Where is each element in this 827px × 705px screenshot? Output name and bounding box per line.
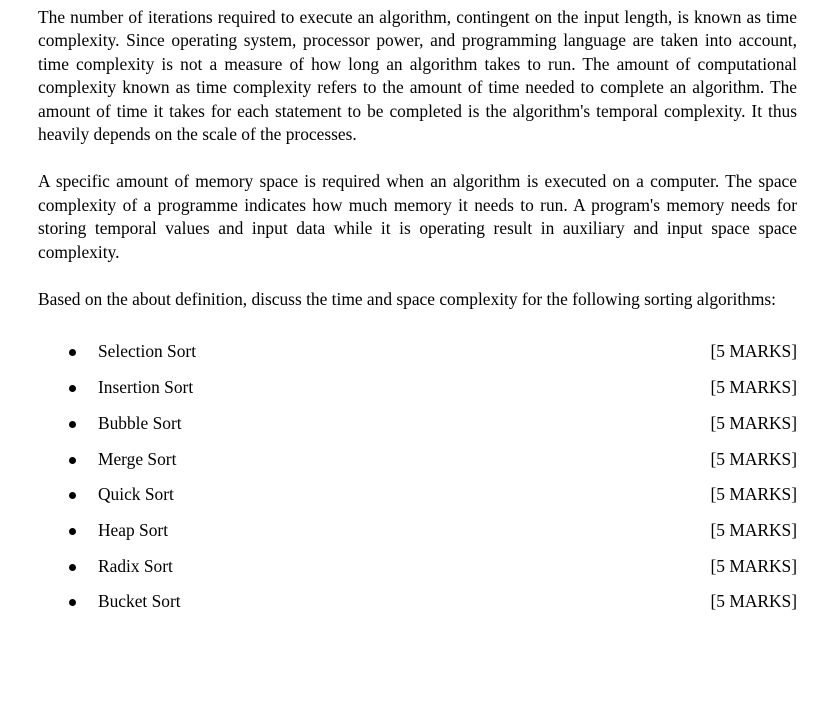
algorithm-name: Selection Sort	[98, 341, 197, 362]
question-prompt-paragraph: Based on the about definition, discuss the time and space complexity for the following sorting algorithms:	[38, 289, 776, 310]
list-item	[38, 334, 797, 370]
marks-label: [5 MARKS]	[710, 555, 797, 576]
algorithm-name: Bubble Sort	[98, 412, 182, 433]
list-item	[38, 513, 797, 549]
marks-label: [5 MARKS]	[710, 341, 797, 362]
marks-label: [5 MARKS]	[710, 591, 797, 612]
list-item	[38, 442, 797, 478]
algorithm-name: Heap Sort	[98, 519, 169, 540]
list-item	[38, 370, 797, 406]
marks-label: [5 MARKS]	[710, 448, 797, 469]
bullet-icon	[69, 599, 76, 606]
time-complexity-paragraph: The number of iterations required to execute an algorithm, contingent on the input length, is known as time complexity. Since operating system, processor power, and programming language are taken into account, time complexity is not a measure of how long an algorithm takes to run. The amount of computational complexity known as time complexity refers to the amount of time needed to complete an algorithm. The amount of time it takes for each statement to be completed is the algorithm's temporal complexity. It thus heavily depends on the scale of the processes.	[38, 7, 797, 145]
list-item	[38, 549, 797, 585]
marks-label: [5 MARKS]	[710, 484, 797, 505]
algorithm-name: Bucket Sort	[98, 591, 181, 612]
list-item	[38, 584, 797, 620]
algorithm-name: Quick Sort	[98, 484, 174, 505]
algorithm-name: Insertion Sort	[98, 377, 194, 398]
bullet-icon	[69, 349, 76, 356]
document-page	[38, 6, 797, 620]
algorithm-name: Merge Sort	[98, 448, 177, 469]
bullet-icon	[69, 457, 76, 464]
bullet-icon	[69, 492, 76, 499]
marks-label: [5 MARKS]	[710, 519, 797, 540]
marks-label: [5 MARKS]	[710, 377, 797, 398]
list-item	[38, 406, 797, 442]
marks-label: [5 MARKS]	[710, 412, 797, 433]
bullet-icon	[69, 421, 76, 428]
algorithm-name: Radix Sort	[98, 555, 173, 576]
bullet-icon	[69, 385, 76, 392]
bullet-icon	[69, 564, 76, 571]
space-complexity-paragraph: A specific amount of memory space is required when an algorithm is executed on a computer. The space complexity of a programme indicates how much memory it needs to run. A program's memory needs for storing temporal values and input data while it is operating result in auxiliary and input space space complexity.	[38, 171, 797, 262]
bullet-icon	[69, 528, 76, 535]
list-item	[38, 477, 797, 513]
sorting-algorithm-list	[38, 334, 797, 620]
